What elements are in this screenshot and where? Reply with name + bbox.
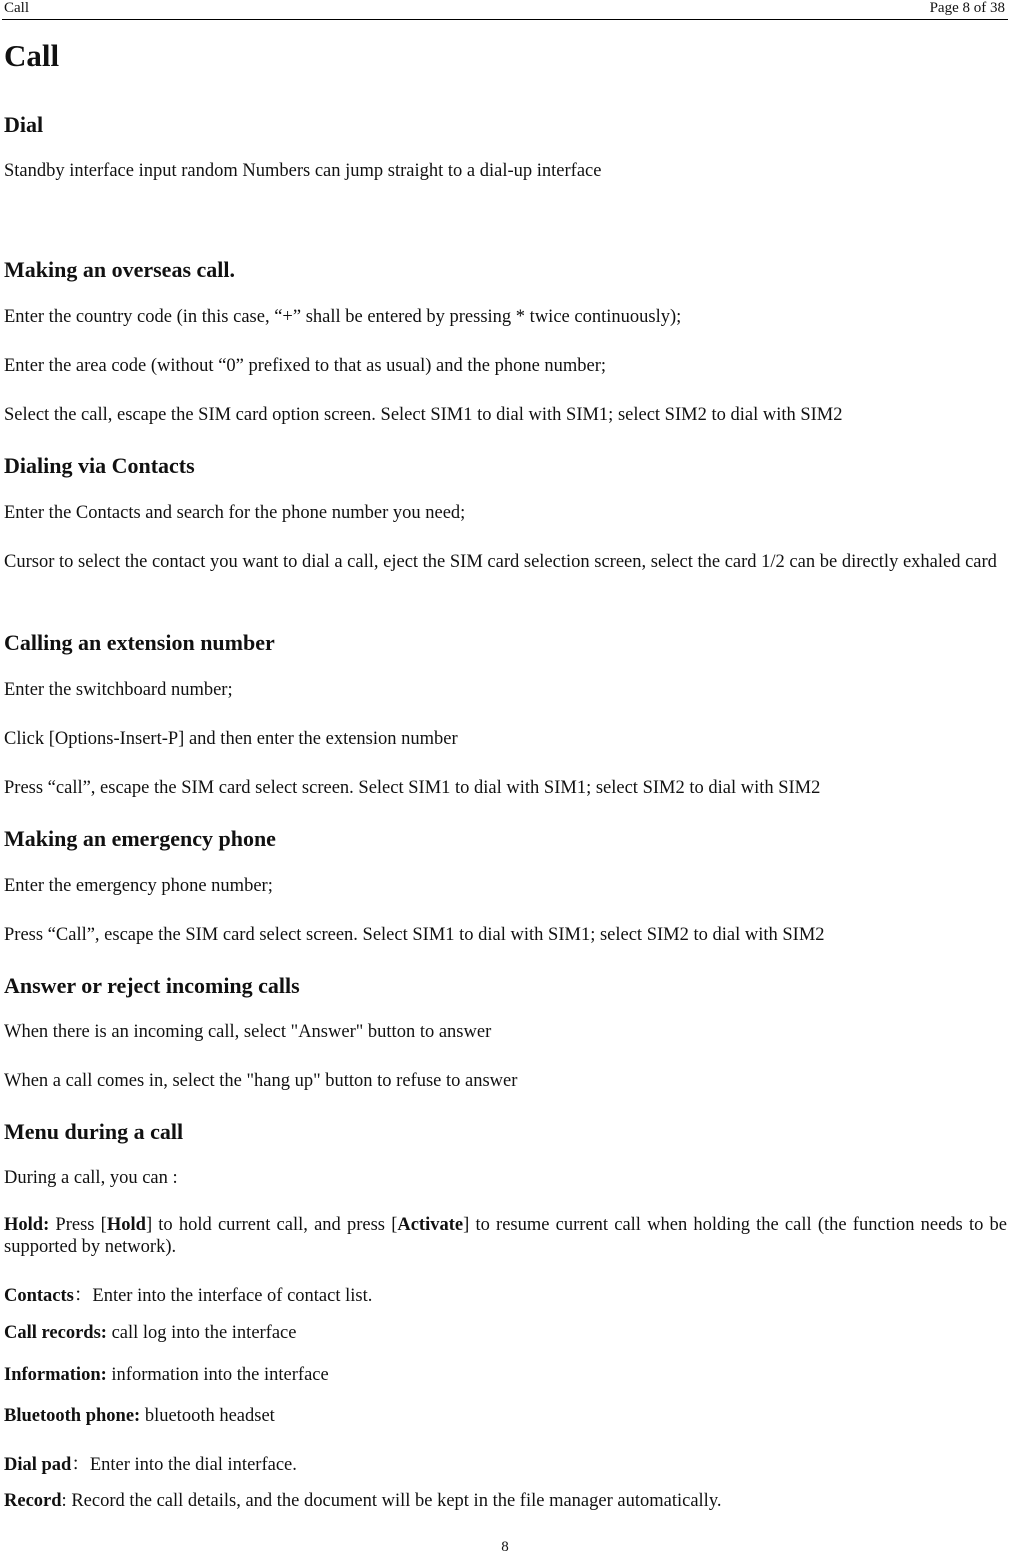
page-number-footer: 8 (501, 1539, 509, 1555)
menu-item-information: Information: information into the interface (4, 1365, 329, 1385)
emergency-step-2: Press “Call”, escape the SIM card select screen. Select SIM1 to dial with SIM1; select SIM2 to dial with SIM2 (4, 925, 825, 945)
menu-item-bluetooth-phone: Bluetooth phone: bluetooth headset (4, 1406, 275, 1426)
header-rule (2, 19, 1008, 20)
overseas-step-3: Select the call, escape the SIM card option screen. Select SIM1 to dial with SIM1; select SIM2 to dial with SIM2 (4, 405, 843, 425)
contacts-step-1: Enter the Contacts and search for the phone number you need; (4, 503, 466, 523)
heading-dialing-via-contacts: Dialing via Contacts (4, 453, 195, 478)
running-header-page: Page 8 of 38 (929, 0, 1005, 16)
heading-overseas-call: Making an overseas call. (4, 257, 235, 282)
menu-item-call-records: Call records: call log into the interface (4, 1323, 297, 1343)
overseas-step-2: Enter the area code (without “0” prefixed to that as usual) and the phone number; (4, 356, 607, 376)
menu-term-hold: Hold: (4, 1215, 50, 1235)
overseas-step-1: Enter the country code (in this case, “+” shall be entered by pressing * twice continuously); (4, 307, 682, 327)
contacts-step-2: Cursor to select the contact you want to dial a call, eject the SIM card selection screen, select the card 1/2 can be directly exhaled card (4, 552, 997, 572)
menu-item-dial-pad: Dial pad：Enter into the dial interface. (4, 1455, 297, 1475)
menu-item-hold: Hold: Press [Hold] to hold current call, and press [Activate] to resume current call when holding the call (the function needs to be supported by network). (4, 1215, 1007, 1257)
menu-item-record: Record: Record the call details, and the document will be kept in the file manager automatically. (4, 1491, 722, 1511)
heading-answer-reject: Answer or reject incoming calls (4, 973, 300, 998)
running-header-title: Call (4, 0, 29, 16)
reject-paragraph: When a call comes in, select the "hang up" button to refuse to answer (4, 1071, 518, 1091)
heading-extension-number: Calling an extension number (4, 630, 275, 655)
answer-paragraph: When there is an incoming call, select "Answer" button to answer (4, 1022, 492, 1042)
heading-emergency-phone: Making an emergency phone (4, 826, 276, 851)
heading-menu-during-call: Menu during a call (4, 1119, 184, 1144)
emergency-step-1: Enter the emergency phone number; (4, 876, 273, 896)
extension-step-1: Enter the switchboard number; (4, 680, 233, 700)
heading-dial: Dial (4, 112, 44, 137)
menu-item-contacts: Contacts：Enter into the interface of contact list. (4, 1286, 373, 1306)
dial-paragraph: Standby interface input random Numbers can jump straight to a dial-up interface (4, 161, 602, 181)
extension-step-2: Click [Options-Insert-P] and then enter the extension number (4, 729, 458, 749)
extension-step-3: Press “call”, escape the SIM card select screen. Select SIM1 to dial with SIM1; select SIM2 to dial with SIM2 (4, 778, 821, 798)
page-title: Call (4, 38, 60, 73)
menu-intro: During a call, you can : (4, 1168, 178, 1188)
